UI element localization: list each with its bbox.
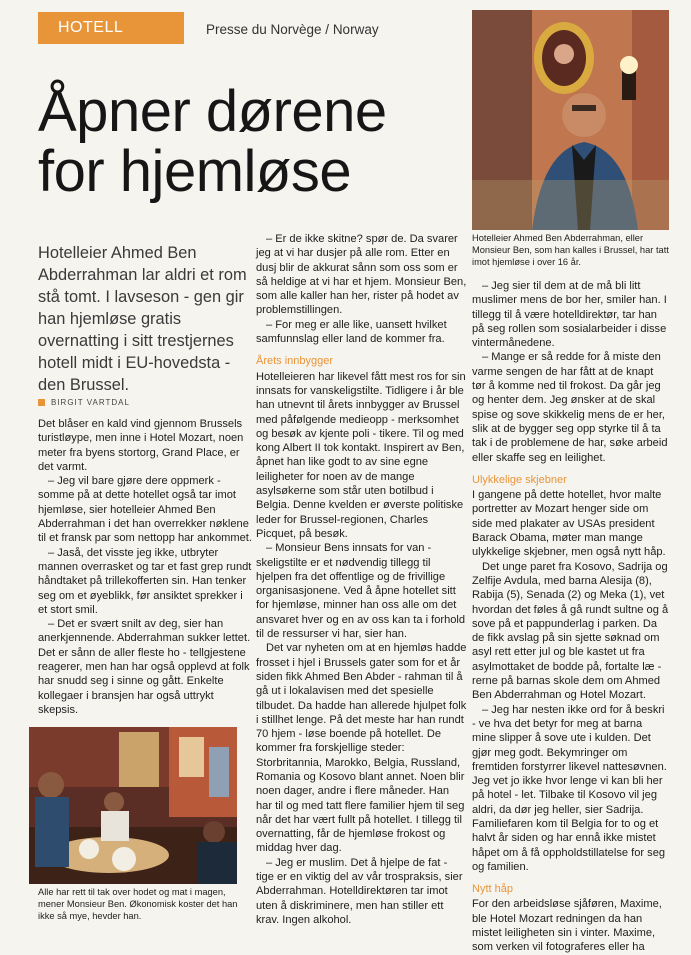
photo-caption-bottom: Alle har rett til tak over hodet og mat i magen, mener Monsieur Ben. Økonomisk koster det han ikke så mye, hevder han. [38,887,238,921]
body-paragraph: – For meg er alle like, uansett hvilket samfunnslag eller land de kommer fra. [256,318,447,346]
body-paragraph: Det blåser en kald vind gjennom Brussels turistløype, men inne i Hotel Mozart, noen meter fra byens stortorg, Grand Place, er det varmt. [38,418,244,473]
body-paragraph: – Mange er så redde for å miste den varme sengen de har fått at de knapt tør å komme ned til frokost. Da går jeg og henter dem. Jeg ønsker at de skal spise og sove skikkelig mens de er her, slik at de bygger seg opp styrke til å ta tak i de problemene de har, søke arbeid eller skaffe seg en leilighet. [472,351,668,464]
author-name: BIRGIT VARTDAL [51,398,130,407]
body-paragraph: – Er de ikke skitne? spør de. Da svarer jeg at vi har dusjer på alle rom. Etter en dusj blir de akkurat sånn som oss som er så heldige at vi har et hjem. Monsieur Ben, som alle kaller han her, rister på hodet av problemstillingen. [256,233,467,317]
portrait-illustration [472,10,669,230]
headline: Åpner dørene for hjemløse [38,79,387,204]
body-paragraph: – Jeg er muslim. Det å hjelpe de fat - tige er en viktig del av vår trospraksis, sier Abderrahman. Hotelldirektøren tar imot uten å diskriminere, men han stiller ett krav. Ingen alkohol. [256,856,463,926]
body-paragraph: – Jaså, det visste jeg ikke, utbryter mannen overrasket og tar et fast grep rundt håndtaket på trillekofferten sin. Han tenker seg om et øyeblikk, før ansiktet sprekker i et stort smil. [38,546,252,616]
publication-source: Presse du Norvège / Norway [206,22,379,37]
subheading: Nytt håp [472,883,513,896]
body-paragraph: – Monsieur Bens innsats for van - skeligstilte er et nødvendig tillegg til hjelpen fra det offentlige og de frivillige organisasjonene. Ved å åpne hotellet sitt for hjemløse, minner han oss alle om det ansvaret hver og en av oss kan ta i forhold til de ressurser vi har, sier han. [256,542,466,641]
body-paragraph: Det unge paret fra Kosovo, Sadrija og Zelfije Avdula, med barna Alesija (8), Rabija (5), Senada (2) og Meka (1), vet hvordan det føles å gå rundt sultne og å sove på et pappunderlag i parken. Da de fikk avslag på sin sjette søknad om asyl rett etter jul og ble kastet ut fra asylmottaket de bodde på, fortalte læ - rerne på barnas skole dem om Ahmed Ben Abderrahman og Hotel Mozart. [472,560,669,702]
subheading: Årets innbygger [256,355,334,368]
column-3 [472,279,669,955]
column-2 [256,232,468,927]
body-paragraph: Det var nyheten om at en hjemløs hadde frosset i hjel i Brussels gater som for et år siden fikk Ahmed Ben Abder - rahman til å gå ut i lokalavisen med det spesielle tilbudet. Da hadde han allerede hjulpet folk i stillhet lenge. På det meste har han rundt 70 hjem - løse boende på hotellet. De kommer fra forskjellige steder: Storbritannia, Marokko, Belgia, Russland, Romania og Kosovo blant annet. Noen blir noen dager, andre i flere måneder. Han har til og med tatt flere familier hjem til seg når det har vært fullt på hotellet. I tillegg til overnatting, får de hjemløse frokost og middag hver dag. [256,642,467,855]
section-tag: HOTELL [38,12,184,44]
body-paragraph: – Jeg sier til dem at de må bli litt muslimer mens de bor her, smiler han. I tillegg til å være hotelldirektør, tar han på seg rollen som sosialarbeider i disse vintermånedene. [472,280,667,350]
byline-marker [38,399,45,406]
body-paragraph: Hotelleieren har likevel fått mest ros for sin innsats for vanskeligstilte. Tidligere i år ble han utnevnt til årets innbygger av Brussel med påfølgende medieopp - merksomhet og besøk av kjente poli - tikere. Til og med kong Albert II tok kontakt. Inspirert av Ben, åpnet han like godt to av sine egne leiligheter for noen av de mange asylsøkerne som står uten botilbud i Belgia. Denne kvelden er øverste politiske leder for Brussel-regionen, Charles Picquet, på besøk. [256,370,466,540]
body-paragraph: – Jeg har nesten ikke ord for å beskri - ve hva det betyr for meg at barna mine slipper å sove ute i kulden. Det gjør meg godt. Bekymringer om fremtiden forstyrrer likevel nattesøvnen. Jeg vet jo ikke hvor lenge vi kan bli her på hotel - let. Tilbake til Kosovo vil jeg aldri, da dør jeg heller, sier Sadrija. Familiefaren kom til Belgia for to og et halvt år siden og har ennå ikke mistet håpet om å få oppholdstillatelse for seg og familien. [472,703,667,873]
body-paragraph: – Jeg vil bare gjøre dere oppmerk - somme på at dette hotellet også tar imot hjemløse, sier hotelleier Ahmed Ben Abderrahman i det han overrekker nøklene til et fransk par som nettopp har ankommet. [38,475,252,545]
hotelier-portrait-photo [472,10,669,230]
body-paragraph: I gangene på dette hotellet, hvor malte portretter av Mozart henger side om side med plakater av USAs president Barack Obama, møter man mange ulykkelige skjebner, men også nytt håp. [472,489,666,559]
photo-caption-top: Hotelleier Ahmed Ben Abderrahman, eller Monsieur Ben, som han kalles i Brussel, har tatt imot hjemløse i over 16 år. [472,233,669,267]
dining-photo-illustration [29,727,237,884]
hotel-dining-photo [29,727,237,884]
subheading: Ulykkelige skjebner [472,473,567,486]
body-paragraph: For den arbeidsløse sjåføren, Maxime, ble Hotel Mozart redningen da han mistet leiligheten sin i vinter. Maxime, som verken vil fotograferes eller ha [472,898,662,954]
byline [38,398,130,407]
lead-paragraph: Hotelleier Ahmed Ben Abderrahman lar aldri et rom stå tomt. I lavseson - gen gir han hjemløse gratis overnatting i sitt trestjernes hotell midt i EU-hovedsta - den Brussel. [38,244,247,394]
column-1 [38,417,254,717]
body-paragraph: – Det er svært snilt av deg, sier han anerkjennende. Abderrahman sukker lettet. Det er sånn de aller fleste ho - tellgjestene reagerer, men han har også opplevd at folk har snudd seg i sinne og gått. Enkelte kollegaer i bransjen har også uttrykt skepsis. [38,618,251,716]
